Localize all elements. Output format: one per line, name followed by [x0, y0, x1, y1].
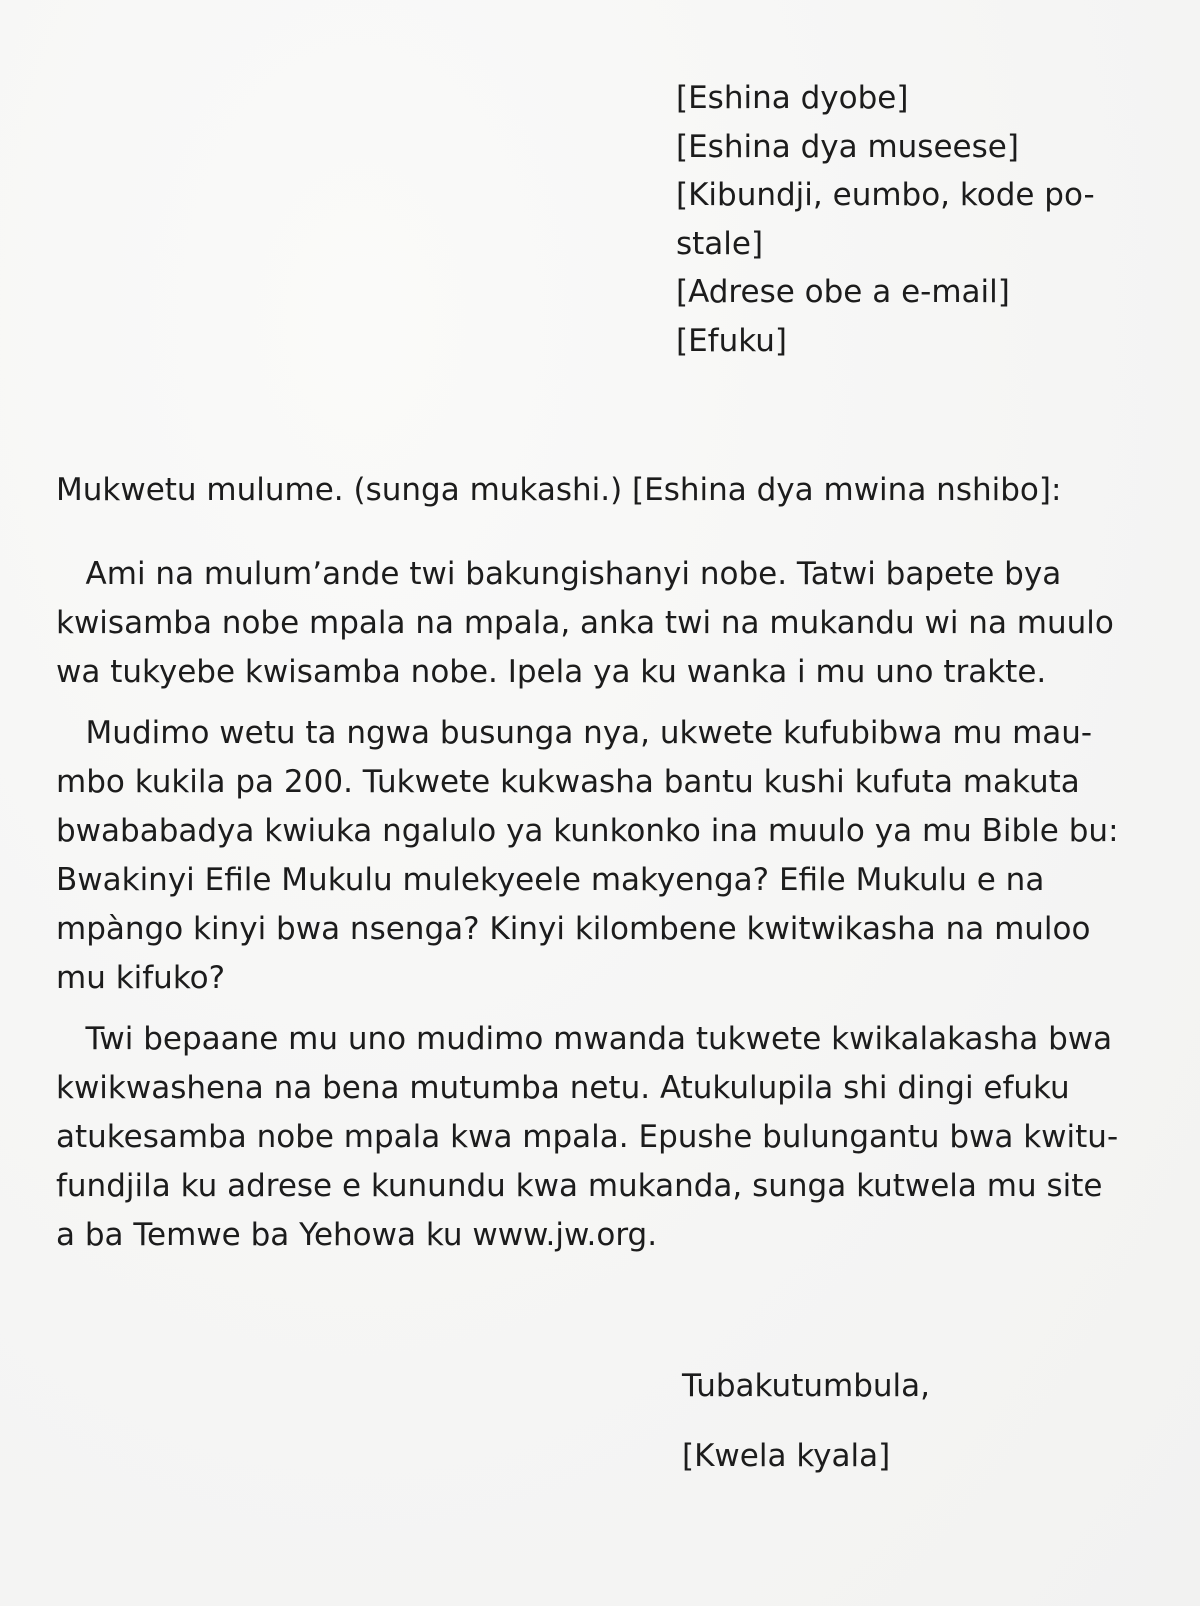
paragraph-line: Mudimo wetu ta ngwa busunga nya, ukwete kufubibwa mu mau-	[56, 715, 1093, 751]
closing-phrase: Tubakutumbula,	[682, 1368, 930, 1404]
salutation: Mukwetu mulume. (sunga mukashi.) [Eshina dya mwina nshibo]:	[56, 472, 1062, 508]
sender-address-block	[676, 74, 1126, 365]
paragraph-line: bwababadya kwiuka ngalulo ya kunkonko ina muulo ya mu Bible bu:	[56, 813, 1119, 849]
sender-city-line-cont: stale]	[676, 225, 764, 262]
paragraph-line: Twi bepaane mu uno mudimo mwanda tukwete kwikalakasha bwa	[56, 1021, 1113, 1057]
paragraph-line: Ami na mulum’ande twi bakungishanyi nobe. Tatwi bapete bya	[56, 556, 1062, 592]
body-paragraph-3	[56, 1015, 1156, 1260]
body-paragraph-1	[56, 550, 1156, 697]
paragraph-line: atukesamba nobe mpala kwa mpala. Epushe bulungantu bwa kwitu-	[56, 1119, 1119, 1155]
paragraph-line: mu kifuko?	[56, 960, 226, 996]
paragraph-line: wa tukyebe kwisamba nobe. Ipela ya ku wanka i mu uno trakte.	[56, 654, 1047, 690]
paragraph-line: mbo kukila pa 200. Tukwete kukwasha bantu kushi kufuta makuta	[56, 764, 1080, 800]
paragraph-line: mpàngo kinyi bwa nsenga? Kinyi kilombene kwitwikasha na muloo	[56, 911, 1091, 947]
paragraph-line: fundjila ku adrese e kunundu kwa mukanda, sunga kutwela mu site	[56, 1168, 1103, 1204]
letter-body	[56, 550, 1156, 1272]
paragraph-line: kwisamba nobe mpala na mpala, anka twi na mukandu wi na muulo	[56, 605, 1114, 641]
paragraph-line: a ba Temwe ba Yehowa ku www.jw.org.	[56, 1217, 658, 1253]
sender-email: [Adrese obe a e-mail]	[676, 274, 1010, 310]
sender-date: [Efuku]	[676, 322, 787, 359]
body-paragraph-2	[56, 709, 1156, 1003]
signature-placeholder: [Kwela kyala]	[682, 1438, 891, 1474]
paragraph-line: Bwakinyi Efile Mukulu mulekyeele makyenga? Efile Mukulu e na	[56, 862, 1045, 898]
sender-name: [Eshina dyobe]	[676, 80, 909, 116]
paragraph-line: kwikwashena na bena mutumba netu. Atukulupila shi dingi efuku	[56, 1070, 1070, 1106]
sender-street: [Eshina dya museese]	[676, 128, 1019, 165]
sender-city-line: [Kibundji, eumbo, kode po-	[676, 177, 1095, 213]
